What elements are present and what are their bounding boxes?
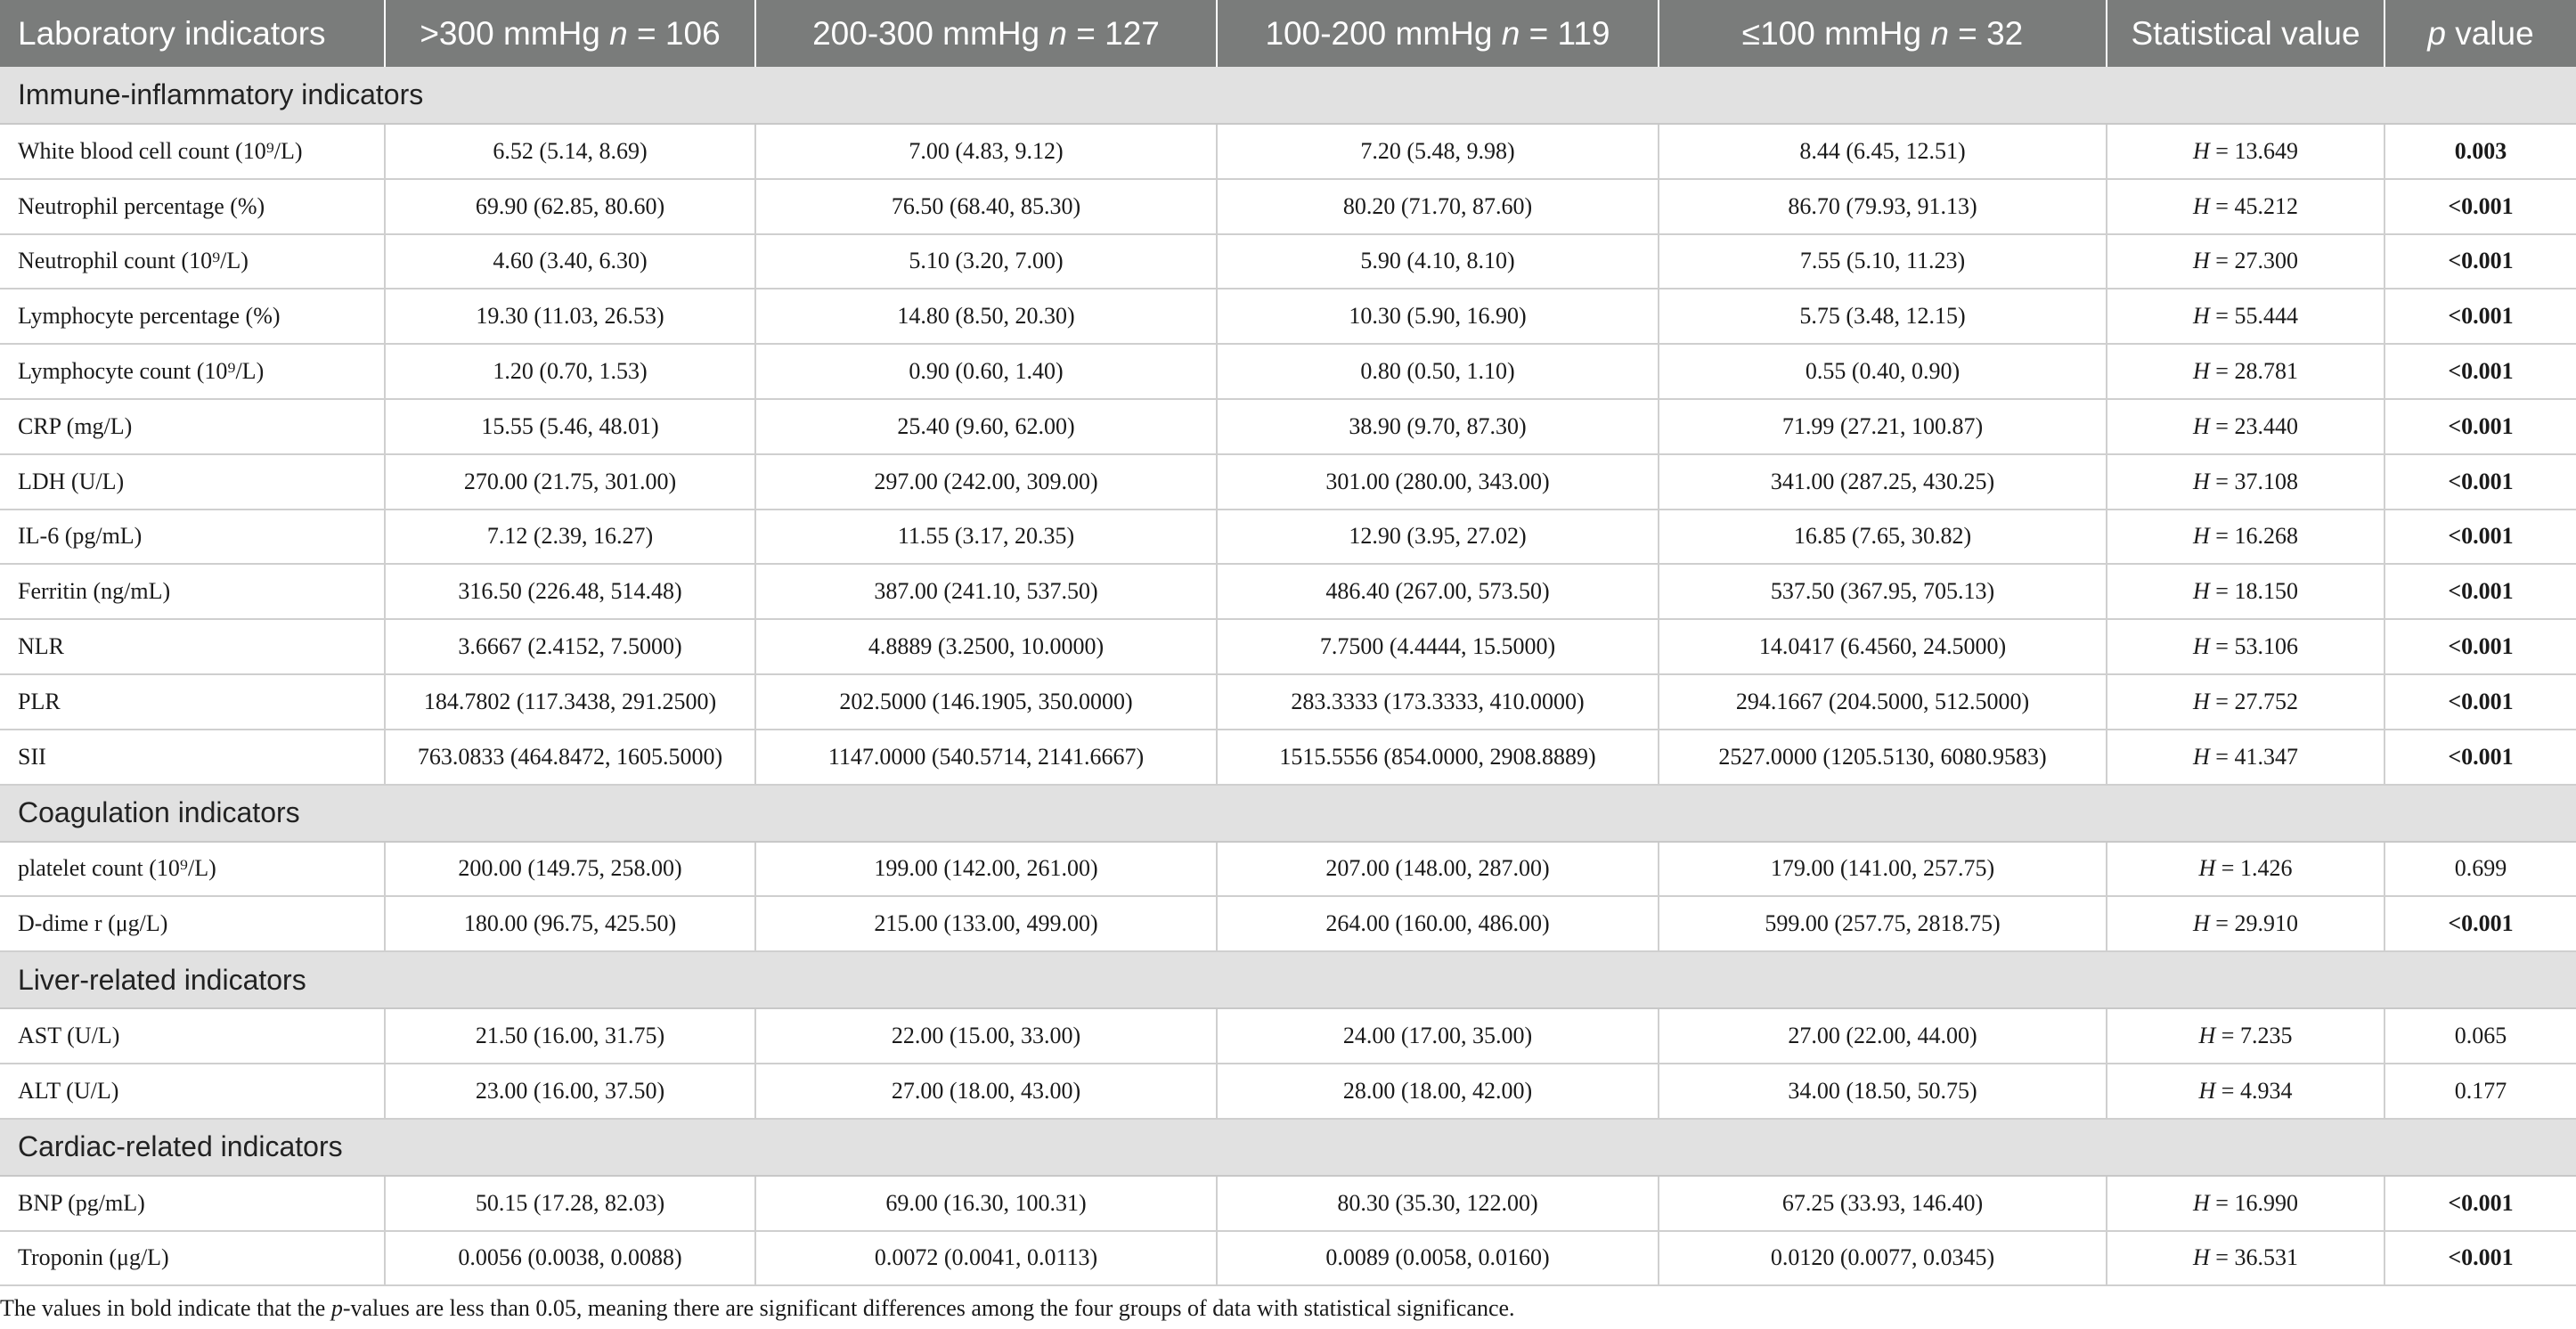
indicator-name-cell: platelet count (10⁹/L) [0,842,385,897]
group-under-100-cell: 2527.0000 (1205.5130, 6080.9583) [1659,730,2107,785]
group-over-300-cell: 180.00 (96.75, 425.50) [385,896,755,951]
group-200-300-cell: 4.8889 (3.2500, 10.0000) [755,619,1217,674]
statistical-value-cell: H = 7.235 [2107,1008,2384,1064]
indicator-name-cell: BNP (pg/mL) [0,1176,385,1231]
group-200-300-cell: 1147.0000 (540.5714, 2141.6667) [755,730,1217,785]
group-under-100-cell: 34.00 (18.50, 50.75) [1659,1064,2107,1119]
indicator-name-cell: D-dime r (μg/L) [0,896,385,951]
p-value-cell: <0.001 [2384,510,2576,565]
group-under-100-cell: 0.0120 (0.0077, 0.0345) [1659,1231,2107,1286]
table-row [0,1231,2576,1286]
group-over-300-cell: 4.60 (3.40, 6.30) [385,234,755,289]
group-200-300-cell: 14.80 (8.50, 20.30) [755,289,1217,344]
group-200-300-cell: 27.00 (18.00, 43.00) [755,1064,1217,1119]
statistical-value-cell: H = 4.934 [2107,1064,2384,1119]
p-value-cell: <0.001 [2384,234,2576,289]
statistical-value-cell: H = 45.212 [2107,179,2384,234]
statistical-value-cell: H = 41.347 [2107,730,2384,785]
statistical-value-cell: H = 16.268 [2107,510,2384,565]
group-100-200-cell: 207.00 (148.00, 287.00) [1217,842,1659,897]
group-under-100-cell: 71.99 (27.21, 100.87) [1659,399,2107,454]
table-row [0,289,2576,344]
group-100-200-cell: 7.7500 (4.4444, 15.5000) [1217,619,1659,674]
section-header-row [0,785,2576,842]
group-over-300-cell: 184.7802 (117.3438, 291.2500) [385,674,755,730]
group-over-300-cell: 200.00 (149.75, 258.00) [385,842,755,897]
footnote: The values in bold indicate that the p-values are less than 0.05, meaning there are significant differences among the four groups of data with statistical significance. [0,1295,1515,1321]
statistical-value-cell: H = 13.649 [2107,124,2384,179]
section-header-row [0,951,2576,1008]
group-100-200-cell: 0.0089 (0.0058, 0.0160) [1217,1231,1659,1286]
table-row [0,1064,2576,1119]
group-200-300-cell: 25.40 (9.60, 62.00) [755,399,1217,454]
group-100-200-cell: 5.90 (4.10, 8.10) [1217,234,1659,289]
group-200-300-cell: 0.90 (0.60, 1.40) [755,344,1217,399]
statistical-value-cell: H = 29.910 [2107,896,2384,951]
statistical-value-cell: H = 36.531 [2107,1231,2384,1286]
p-value-cell: 0.177 [2384,1064,2576,1119]
indicator-name-cell: AST (U/L) [0,1008,385,1064]
indicator-name-cell: NLR [0,619,385,674]
table-row [0,619,2576,674]
indicator-name-cell: Troponin (μg/L) [0,1231,385,1286]
header-laboratory-indicators: Laboratory indicators [0,0,385,67]
p-value-cell: <0.001 [2384,179,2576,234]
statistical-value-cell: H = 53.106 [2107,619,2384,674]
indicator-name-cell: White blood cell count (10⁹/L) [0,124,385,179]
group-200-300-cell: 215.00 (133.00, 499.00) [755,896,1217,951]
statistical-value-cell: H = 18.150 [2107,564,2384,619]
header-group-200-300: 200-300 mmHg n = 127 [755,0,1217,67]
section-title: Liver-related indicators [0,951,2576,1008]
group-under-100-cell: 27.00 (22.00, 44.00) [1659,1008,2107,1064]
header-statistical-value: Statistical value [2107,0,2384,67]
statistical-value-cell: H = 55.444 [2107,289,2384,344]
p-value-cell: 0.065 [2384,1008,2576,1064]
table-row [0,510,2576,565]
table-row [0,454,2576,510]
table-body [0,67,2576,1285]
group-over-300-cell: 1.20 (0.70, 1.53) [385,344,755,399]
table-header [0,0,2576,67]
group-200-300-cell: 387.00 (241.10, 537.50) [755,564,1217,619]
statistical-value-cell: H = 23.440 [2107,399,2384,454]
table-row [0,564,2576,619]
indicator-name-cell: Neutrophil percentage (%) [0,179,385,234]
p-value-cell: <0.001 [2384,289,2576,344]
statistical-value-cell: H = 28.781 [2107,344,2384,399]
group-200-300-cell: 5.10 (3.20, 7.00) [755,234,1217,289]
group-over-300-cell: 270.00 (21.75, 301.00) [385,454,755,510]
statistical-value-cell: H = 27.752 [2107,674,2384,730]
group-100-200-cell: 28.00 (18.00, 42.00) [1217,1064,1659,1119]
p-value-cell: <0.001 [2384,399,2576,454]
p-value-cell: <0.001 [2384,674,2576,730]
group-under-100-cell: 294.1667 (204.5000, 512.5000) [1659,674,2107,730]
group-100-200-cell: 283.3333 (173.3333, 410.0000) [1217,674,1659,730]
table-row [0,1176,2576,1231]
group-over-300-cell: 23.00 (16.00, 37.50) [385,1064,755,1119]
p-value-cell: <0.001 [2384,896,2576,951]
group-under-100-cell: 14.0417 (6.4560, 24.5000) [1659,619,2107,674]
group-200-300-cell: 11.55 (3.17, 20.35) [755,510,1217,565]
group-over-300-cell: 316.50 (226.48, 514.48) [385,564,755,619]
group-200-300-cell: 297.00 (242.00, 309.00) [755,454,1217,510]
group-100-200-cell: 12.90 (3.95, 27.02) [1217,510,1659,565]
group-under-100-cell: 537.50 (367.95, 705.13) [1659,564,2107,619]
header-group-100-200: 100-200 mmHg n = 119 [1217,0,1659,67]
header-group-over-300: >300 mmHg n = 106 [385,0,755,67]
p-value-cell: <0.001 [2384,619,2576,674]
section-title: Immune-inflammatory indicators [0,67,2576,124]
indicator-name-cell: PLR [0,674,385,730]
group-under-100-cell: 16.85 (7.65, 30.82) [1659,510,2107,565]
table-row [0,344,2576,399]
indicator-name-cell: LDH (U/L) [0,454,385,510]
table-row [0,124,2576,179]
p-value-cell: 0.003 [2384,124,2576,179]
group-200-300-cell: 202.5000 (146.1905, 350.0000) [755,674,1217,730]
group-under-100-cell: 86.70 (79.93, 91.13) [1659,179,2107,234]
group-100-200-cell: 80.20 (71.70, 87.60) [1217,179,1659,234]
group-100-200-cell: 80.30 (35.30, 122.00) [1217,1176,1659,1231]
group-over-300-cell: 50.15 (17.28, 82.03) [385,1176,755,1231]
group-under-100-cell: 179.00 (141.00, 257.75) [1659,842,2107,897]
section-title: Cardiac-related indicators [0,1119,2576,1176]
header-p-value: p value [2384,0,2576,67]
indicator-name-cell: ALT (U/L) [0,1064,385,1119]
group-under-100-cell: 8.44 (6.45, 12.51) [1659,124,2107,179]
group-200-300-cell: 22.00 (15.00, 33.00) [755,1008,1217,1064]
section-header-row [0,1119,2576,1176]
group-over-300-cell: 69.90 (62.85, 80.60) [385,179,755,234]
group-100-200-cell: 1515.5556 (854.0000, 2908.8889) [1217,730,1659,785]
group-under-100-cell: 7.55 (5.10, 11.23) [1659,234,2107,289]
group-200-300-cell: 76.50 (68.40, 85.30) [755,179,1217,234]
group-over-300-cell: 763.0833 (464.8472, 1605.5000) [385,730,755,785]
p-value-cell: <0.001 [2384,454,2576,510]
group-100-200-cell: 264.00 (160.00, 486.00) [1217,896,1659,951]
group-100-200-cell: 486.40 (267.00, 573.50) [1217,564,1659,619]
p-value-cell: 0.699 [2384,842,2576,897]
group-over-300-cell: 6.52 (5.14, 8.69) [385,124,755,179]
p-value-cell: <0.001 [2384,344,2576,399]
indicator-name-cell: Neutrophil count (10⁹/L) [0,234,385,289]
group-100-200-cell: 7.20 (5.48, 9.98) [1217,124,1659,179]
indicator-name-cell: Lymphocyte count (10⁹/L) [0,344,385,399]
table-row [0,179,2576,234]
table-row [0,234,2576,289]
group-100-200-cell: 10.30 (5.90, 16.90) [1217,289,1659,344]
indicator-name-cell: Lymphocyte percentage (%) [0,289,385,344]
group-200-300-cell: 69.00 (16.30, 100.31) [755,1176,1217,1231]
p-value-cell: <0.001 [2384,1231,2576,1286]
section-title: Coagulation indicators [0,785,2576,842]
table-row [0,730,2576,785]
indicator-name-cell: Ferritin (ng/mL) [0,564,385,619]
table-row [0,1008,2576,1064]
group-200-300-cell: 7.00 (4.83, 9.12) [755,124,1217,179]
group-200-300-cell: 199.00 (142.00, 261.00) [755,842,1217,897]
group-over-300-cell: 3.6667 (2.4152, 7.5000) [385,619,755,674]
statistical-value-cell: H = 16.990 [2107,1176,2384,1231]
group-over-300-cell: 21.50 (16.00, 31.75) [385,1008,755,1064]
group-under-100-cell: 599.00 (257.75, 2818.75) [1659,896,2107,951]
section-header-row [0,67,2576,124]
p-value-cell: <0.001 [2384,730,2576,785]
indicator-name-cell: CRP (mg/L) [0,399,385,454]
group-100-200-cell: 38.90 (9.70, 87.30) [1217,399,1659,454]
group-200-300-cell: 0.0072 (0.0041, 0.0113) [755,1231,1217,1286]
group-100-200-cell: 301.00 (280.00, 343.00) [1217,454,1659,510]
indicator-name-cell: IL-6 (pg/mL) [0,510,385,565]
group-over-300-cell: 15.55 (5.46, 48.01) [385,399,755,454]
indicator-name-cell: SII [0,730,385,785]
table-row [0,842,2576,897]
statistical-value-cell: H = 27.300 [2107,234,2384,289]
p-value-cell: <0.001 [2384,564,2576,619]
group-under-100-cell: 0.55 (0.40, 0.90) [1659,344,2107,399]
group-100-200-cell: 24.00 (17.00, 35.00) [1217,1008,1659,1064]
group-over-300-cell: 0.0056 (0.0038, 0.0088) [385,1231,755,1286]
p-value-cell: <0.001 [2384,1176,2576,1231]
group-under-100-cell: 341.00 (287.25, 430.25) [1659,454,2107,510]
group-over-300-cell: 19.30 (11.03, 26.53) [385,289,755,344]
statistical-value-cell: H = 37.108 [2107,454,2384,510]
statistical-value-cell: H = 1.426 [2107,842,2384,897]
table-row [0,399,2576,454]
table-row [0,896,2576,951]
header-group-under-100: ≤100 mmHg n = 32 [1659,0,2107,67]
group-over-300-cell: 7.12 (2.39, 16.27) [385,510,755,565]
table-row [0,674,2576,730]
group-100-200-cell: 0.80 (0.50, 1.10) [1217,344,1659,399]
group-under-100-cell: 5.75 (3.48, 12.15) [1659,289,2107,344]
group-under-100-cell: 67.25 (33.93, 146.40) [1659,1176,2107,1231]
